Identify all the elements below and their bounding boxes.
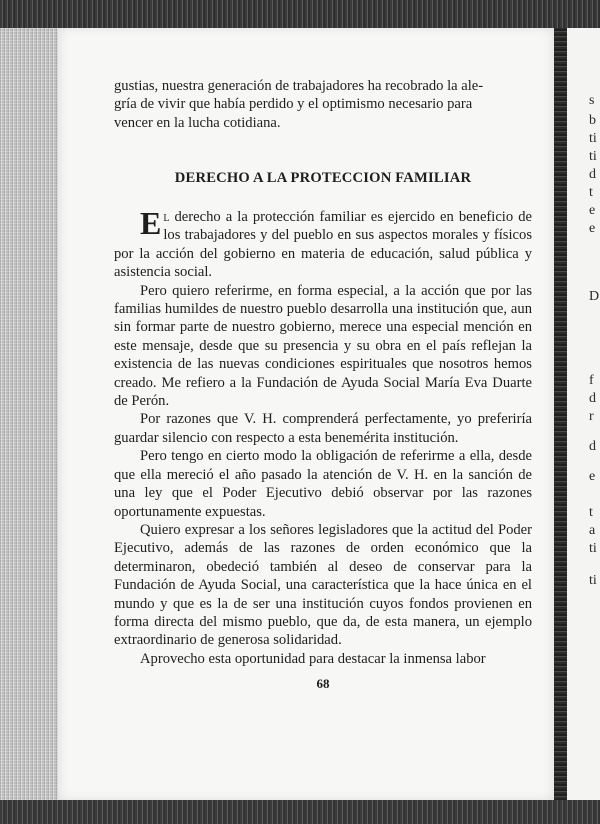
- facing-page-fragment: d: [589, 391, 596, 406]
- paragraph: Pero quiero referirme, en forma especial, a la acción que por las familias humildes de nuestro pueblo desarrolla una institución que, aun sin formar parte de nuestro gobierno, merece una especial mención en este mensaje, desde que su presencia y su obra en el país reflejan la existencia de las nuevas condiciones espirituales que nosotros hemos creado. Me refiero a la Fundación de Ayuda Social María Eva Duarte de Perón.: [114, 282, 532, 410]
- body-text: [114, 205, 532, 668]
- continued-paragraph: [114, 77, 532, 132]
- facing-page-fragment: e: [589, 221, 596, 236]
- facing-page-fragment: d: [589, 167, 596, 182]
- facing-page-fragment: ti: [589, 541, 597, 556]
- facing-page-edge: [567, 26, 600, 802]
- facing-page-fragment: r: [589, 409, 594, 424]
- facing-page-fragment: D: [589, 289, 600, 304]
- paragraph: Pero tengo en cierto modo la obligación de referirme a ella, desde que ella mereció el año pasado la atención de V. H. en la sanción de una ley que el Poder Ejecutivo debió observar por las razones oportunamente expuestas.: [114, 448, 532, 520]
- facing-page-fragment: e: [589, 203, 596, 218]
- facing-page-fragment: t: [589, 185, 593, 200]
- text-line: vencer en la lucha cotidiana.: [114, 114, 281, 131]
- text-line: gría de vivir que había perdido y el optimismo necesario para: [114, 96, 473, 113]
- facing-page-fragment: ti: [589, 131, 597, 146]
- facing-page-fragment: t: [589, 505, 593, 520]
- facing-page-fragment: a: [589, 523, 596, 538]
- scan-edge-left: [0, 0, 60, 824]
- facing-page-fragment: s: [589, 93, 595, 108]
- text-line: gustias, nuestra generación de trabajadores ha recobrado la ale-: [114, 78, 484, 94]
- paragraph: Por razones que V. H. comprenderá perfectamente, yo preferiría guardar silencio con respecto a esta benemérita institución.: [114, 411, 532, 446]
- scan-edge-top: [0, 0, 600, 28]
- book-gutter: [553, 0, 567, 824]
- drop-cap-tail: l: [163, 209, 170, 225]
- first-paragraph: [114, 205, 532, 282]
- paragraph: Quiero expresar a los señores legisladores que la actitud del Poder Ejecutivo, además de las razones de orden económico que la determinaron, obedeció también al deseo de conservar para la Fundación de Ayuda Social, una característica que la hace única en el mundo y que es la de ser una institución cuyos fondos provienen en forma directa del mismo pueblo, que da, de esta manera, un ejemplo extraordinario de generosa solidaridad.: [114, 521, 532, 649]
- scan-edge-bottom: [0, 800, 600, 824]
- page-number: 68: [316, 676, 330, 691]
- paragraph: Aprovecho esta oportunidad para destacar la inmensa labor: [140, 650, 486, 667]
- facing-page-fragment: ti: [589, 149, 597, 164]
- facing-page-fragment: d: [589, 439, 596, 454]
- facing-page-fragment: ti: [589, 573, 597, 588]
- facing-page-fragment: f: [589, 373, 594, 388]
- section-heading: DERECHO A LA PROTECCION FAMILIAR: [174, 170, 472, 186]
- facing-page-fragment: e: [589, 469, 596, 484]
- paragraph-text: derecho a la protección familiar es ejercido en beneficio de los trabajadores y del pueblo en sus aspectos morales y físicos por la acción del gobierno en materia de educación, salud pública y asistencia social.: [114, 209, 532, 281]
- facing-page-fragment: b: [589, 113, 596, 128]
- drop-cap: E: [140, 205, 162, 241]
